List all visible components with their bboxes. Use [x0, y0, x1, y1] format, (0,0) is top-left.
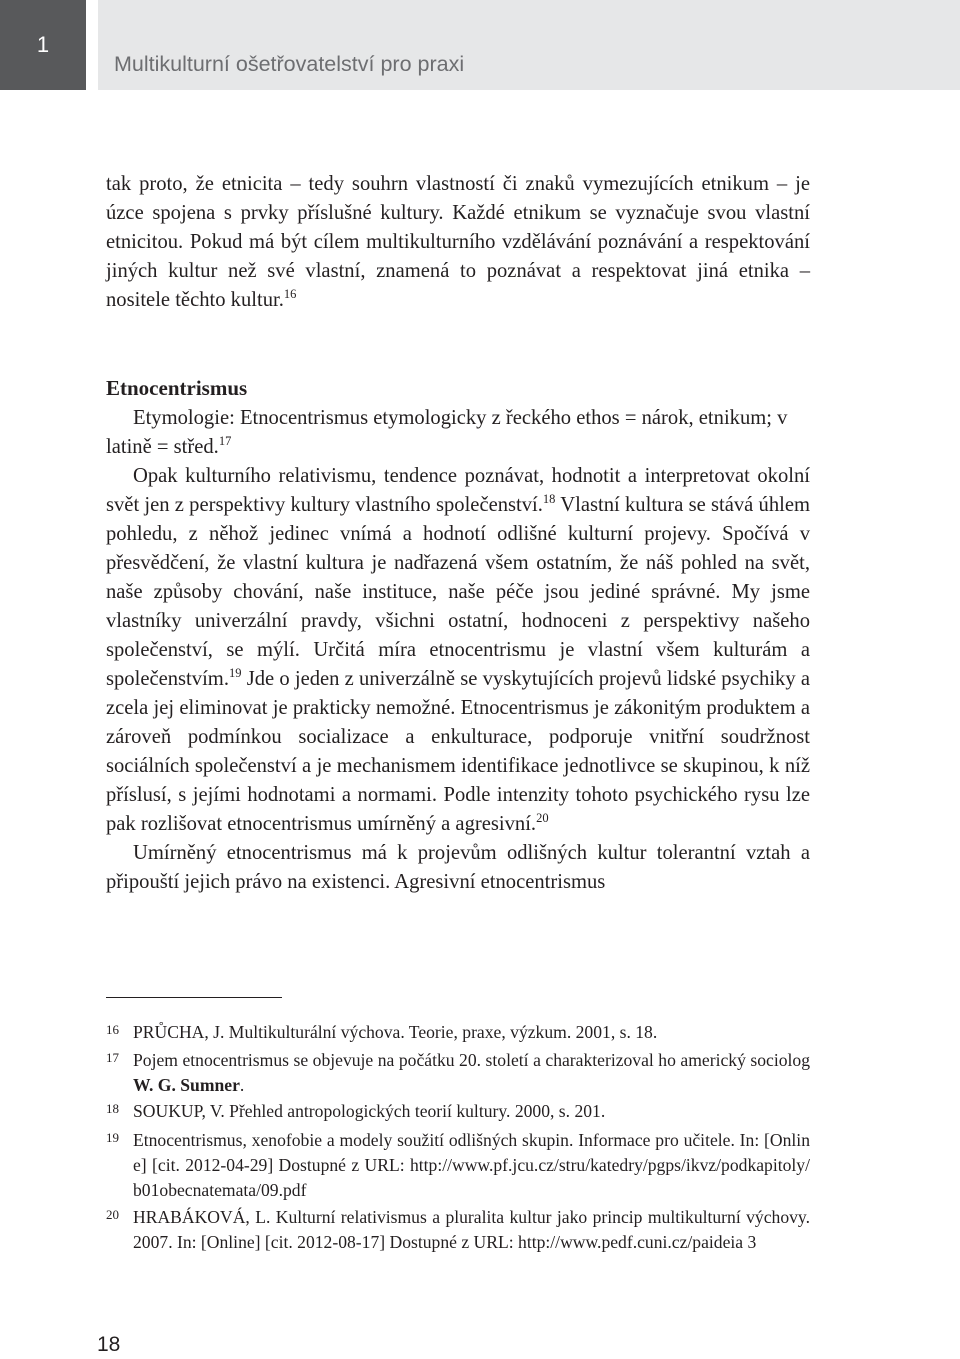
- definition-text-b: Vlastní kultura se stává úhlem pohledu, z něhož jedinec vnímá a hodnotí odlišné kulturní projevy. Spočívá v přesvědčení, že vlastní kultura je nadřazená všem ostatním, že náš pohled na svět, naše způsoby chování, naše instituce, naše péče jsou jediné správné. My jsme vlastníky univerzální pravdy, všichni ostatní, hodnoceni z perspektivy našeho společenství, se mýlí. Určitá míra etnocentrismu je vlastní všem kulturám a společenstvím.: [106, 494, 810, 690]
- footnote-17: [106, 1048, 810, 1098]
- footnote-20: [106, 1205, 810, 1255]
- footnote-number: 17: [106, 1050, 119, 1065]
- footnote-ref-16: 16: [283, 287, 297, 301]
- definition-text-c: Jde o jeden z univerzálně se vyskytujících projevů lidské psychiky a zcela jej eliminovat je prakticky nemožné. Etnocentrismus je zákonitým produktem a zároveň podmínkou socializace a enkulturace, podporuje vnitřní soudržnost sociálních společenství a je mechanismem identifikace jednotlivce se skupinou, k níž příslusí, s jejími hodnotami a normami. Podle intenzity tohoto psychického rysu lze pak rozlišovat etnocentrismus umírněný a agresivní.: [106, 668, 810, 835]
- footnote-text-wrap: [133, 1048, 810, 1098]
- etymology-text: Etymologie: Etnocentrismus etymologicky z řeckého ethos = nárok, etnikum; v latině = střed.: [106, 407, 788, 458]
- page-number: 18: [97, 1333, 121, 1356]
- footnote-number: 16: [106, 1022, 119, 1037]
- footnote-ref-19: 19: [228, 666, 242, 680]
- footnote-separator: [106, 997, 282, 998]
- intro-paragraph: [106, 170, 810, 315]
- running-header: [98, 0, 960, 90]
- footnote-number: 18: [106, 1101, 119, 1116]
- section-body: [106, 404, 810, 897]
- footnote-19: [106, 1128, 810, 1203]
- footnote-number: 19: [106, 1130, 119, 1145]
- footnote-text: HRABÁKOVÁ, L. Kulturní relativismus a pluralita kultur jako princip multikulturní výchovy. 2007. In: [Online] [cit. 2012-08-17] Dostupné z URL: http://www.pedf.cuni.cz/paideia 3: [133, 1207, 810, 1252]
- moderate-paragraph: [106, 839, 810, 897]
- chapter-number: 1: [36, 32, 50, 57]
- footnote-text: Etnocentrismus, xenofobie a modely soužití odlišných skupin. Informace pro učitele. In: [Online] [cit. 2012-04-29] Dostupné z URL: http://www.pf.jcu.cz/stru/katedry/pgps/ikvz/podkapitoly/b01obecnatemata/09.pdf: [133, 1130, 810, 1200]
- footnote-bold-name: W. G. Sumner: [133, 1075, 240, 1095]
- intro-text: tak proto, že etnicita – tedy souhrn vlastností či znaků vymezujících etnikum – je úzce spojena s prvky příslušné kultury. Každé etnikum se vyznačuje svou vlastní etnicitou. Pokud má být cílem multikulturního vzdělávání poznávání a respektování jiných kultur než své vlastní, znamená to poznávat a respektovat jiná etnika – nositele těchto kultur.: [106, 173, 810, 311]
- footnote-16: [106, 1020, 810, 1045]
- footnote-text: Pojem etnocentrismus se objevuje na počátku 20. století a charakterizoval ho americký sociolog: [133, 1050, 810, 1070]
- chapter-number-tab: [0, 0, 86, 90]
- footnote-number: 20: [106, 1207, 119, 1222]
- moderate-text: Umírněný etnocentrismus má k projevům odlišných kultur tolerantní vztah a připouští jejich právo na existenci. Agresivní etnocentrismus: [106, 842, 810, 893]
- etymology-line: [106, 404, 810, 462]
- footnote-text: SOUKUP, V. Přehled antropologických teorií kultury. 2000, s. 201.: [133, 1101, 606, 1121]
- definition-text-a: Opak kulturního relativismu, tendence poznávat, hodnotit a interpretovat okolní svět jen z perspektivy kultury vlastního společenství.: [106, 465, 810, 516]
- running-title: Multikulturní ošetřovatelství pro praxi: [114, 52, 465, 76]
- footnote-tail: .: [239, 1075, 245, 1095]
- definition-paragraph: [106, 462, 810, 839]
- footnote-18: [106, 1099, 810, 1124]
- footnote-ref-20: 20: [536, 811, 549, 825]
- footnote-ref-17: 17: [218, 434, 232, 448]
- footnote-ref-18: 18: [542, 492, 556, 506]
- footnote-text: PRŮCHA, J. Multikulturální výchova. Teorie, praxe, výzkum. 2001, s. 18.: [133, 1022, 658, 1042]
- section-heading: Etnocentrismus: [106, 376, 248, 400]
